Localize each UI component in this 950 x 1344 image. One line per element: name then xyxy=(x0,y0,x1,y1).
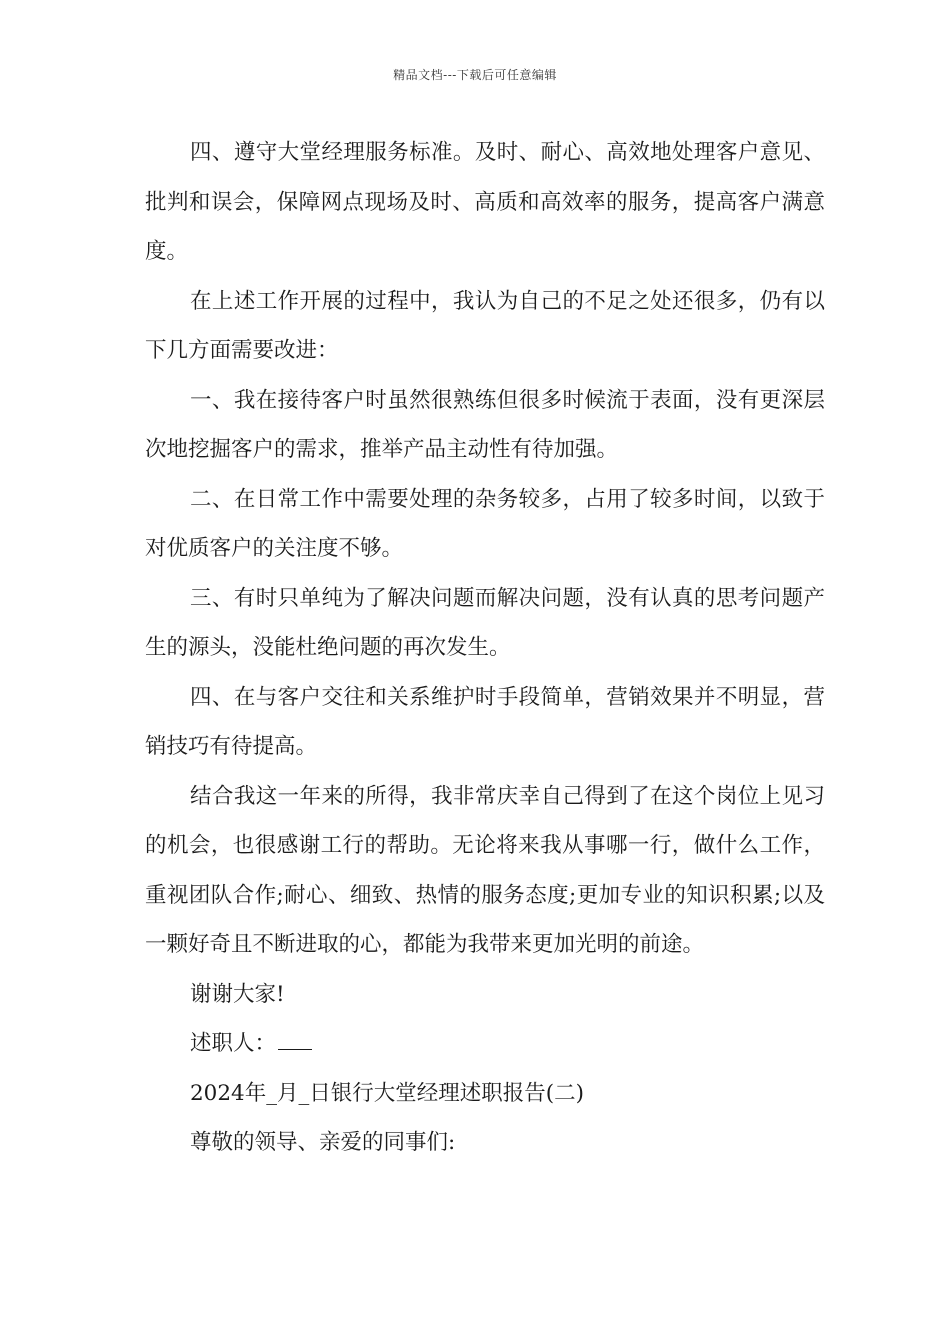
paragraph-conclusion: 结合我这一年来的所得，我非常庆幸自己得到了在这个岗位上见习的机会，也很感谢工行的帮助。无论将来我从事哪一行，做什么工作，重视团队合作;耐心、细致、热情的服务态度;更加专业的知识积累;以及一颗好奇且不断进取的心，都能为我带来更加光明的前途。 xyxy=(145,783,825,957)
document-body xyxy=(145,128,825,1168)
paragraph-service-standard: 四、遵守大堂经理服务标准。及时、耐心、高效地处理客户意见、批判和误会，保障网点现场及时、高质和高效率的服务，提高客户满意度。 xyxy=(145,140,825,264)
greeting: 尊敬的领导、亲爱的同事们: xyxy=(190,1130,456,1155)
paragraph-shortcomings-intro: 在上述工作开展的过程中，我认为自己的不足之处还很多，仍有以下几方面需要改进： xyxy=(145,288,825,363)
paragraph-shortcoming-2: 二、在日常工作中需要处理的杂务较多，占用了较多时间，以致于对优质客户的关注度不够。 xyxy=(145,486,825,561)
paragraph-shortcoming-1: 一、我在接待客户时虽然很熟练但很多时候流于表面，没有更深层次地挖掘客户的需求，推举产品主动性有待加强。 xyxy=(145,387,825,462)
next-report-title: 2024年_月_日银行大堂经理述职报告(二) xyxy=(190,1080,584,1106)
signature-blank xyxy=(278,1048,312,1050)
paragraph-shortcoming-3: 三、有时只单纯为了解决问题而解决问题，没有认真的思考问题产生的源头，没能杜绝问题的再次发生。 xyxy=(145,585,825,660)
page-header: 精品文档---下载后可任意编辑 xyxy=(393,68,557,82)
signature-label: 述职人： xyxy=(190,1031,277,1056)
signature-line xyxy=(145,1019,825,1069)
paragraph-thanks: 谢谢大家! xyxy=(190,981,285,1007)
paragraph-shortcoming-4: 四、在与客户交往和关系维护时手段简单，营销效果并不明显，营销技巧有待提高。 xyxy=(145,684,825,759)
